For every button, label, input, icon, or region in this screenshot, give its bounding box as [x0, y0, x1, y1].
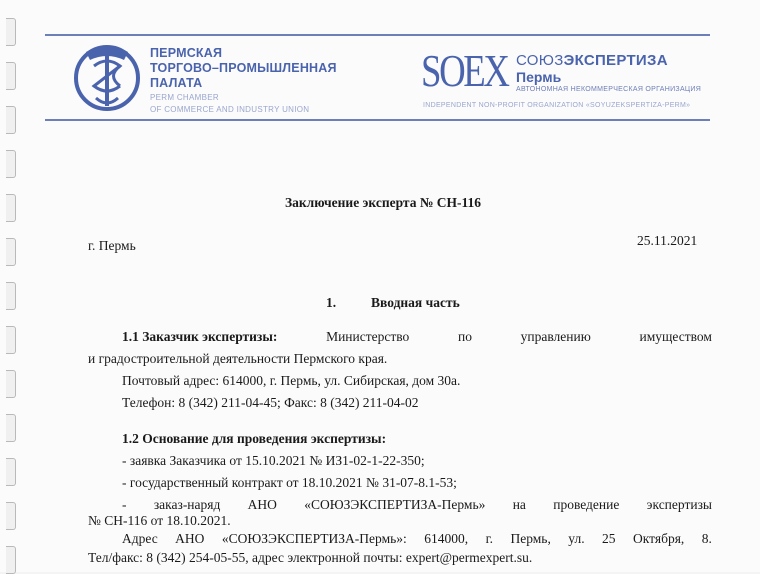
brand-en: INDEPENDENT NON-PROFIT ORGANIZATION «SOYUZEKSPERTIZA-PERM»: [423, 102, 691, 109]
word: Пермь,: [510, 531, 551, 546]
document-city: г. Пермь: [88, 238, 136, 253]
s12-item: - государственный контракт от 18.10.2021 № 31-07-8.1-53;: [122, 475, 457, 490]
chamber-emblem-icon: [72, 38, 142, 114]
word: управлению: [520, 329, 591, 344]
s12-item: - заявка Заказчика от 15.10.2021 № ИЗ1-02-1-22-350;: [122, 453, 425, 468]
word: «СОЮЗЭКСПЕРТИЗА-Пермь»: [304, 497, 486, 512]
chamber-name-en: PERM CHAMBER: [150, 93, 219, 102]
s11-address: Почтовый адрес: 614000, г. Пермь, ул. Сибирская, дом 30а.: [122, 373, 461, 388]
brand-name: СОЮЗЭКСПЕРТИЗА: [516, 52, 668, 69]
word: 8.: [701, 531, 712, 546]
word: на: [512, 497, 526, 512]
word: «СОЮЗЭКСПЕРТИЗА-Пермь»:: [221, 531, 407, 546]
brand-ano: АВТОНОМНАЯ НЕКОММЕРЧЕСКАЯ ОРГАНИЗАЦИЯ: [516, 86, 702, 93]
word: АНО: [247, 497, 277, 512]
brand-city: Пермь: [516, 69, 562, 85]
chamber-name-line: ПАЛАТА: [150, 76, 203, 90]
section-title: Вводная часть: [371, 295, 460, 310]
section-number: 1.: [326, 295, 337, 310]
header-top-rule: [45, 34, 710, 36]
chamber-name-line: ТОРГОВО–ПРОМЫШЛЕННАЯ: [150, 61, 337, 75]
s12-item3-line: [122, 496, 712, 513]
word: 25: [602, 531, 616, 546]
word: Октября,: [633, 531, 685, 546]
word: Министерство: [326, 329, 410, 344]
s12-address-line: [122, 530, 712, 547]
word: по: [457, 329, 472, 344]
s12-tel: Тел/факс: 8 (342) 254-05-55, адрес электронной почты: expert@permexpert.su.: [88, 550, 533, 565]
soyuzexpertiza-name-block: [516, 52, 701, 93]
word: заказ-наряд: [153, 497, 221, 512]
soex-logo: SOEX: [421, 45, 508, 96]
s11-line2: и градостроительной деятельности Пермского края.: [88, 351, 388, 366]
word: -: [122, 497, 127, 512]
s12-item3-cont: № СН-116 от 18.10.2021.: [88, 513, 231, 528]
document-date: 25.11.2021: [637, 233, 698, 248]
word: г.: [485, 531, 493, 546]
word: 614000,: [424, 531, 469, 546]
s11-label: 1.1 Заказчик экспертизы:: [122, 329, 278, 344]
s12-label: 1.2 Основание для проведения экспертизы:: [122, 431, 387, 446]
document-title: Заключение эксперта № СН-116: [285, 195, 482, 210]
chamber-name-en: OF COMMERCE AND INDUSTRY UNION: [150, 105, 310, 114]
word: АНО: [175, 531, 205, 546]
word: имуществом: [639, 329, 712, 344]
header-bottom-rule: [45, 119, 710, 121]
chamber-name-line: ПЕРМСКАЯ: [150, 46, 223, 60]
binding-holes: [6, 18, 18, 572]
chamber-name-block: [150, 46, 337, 115]
word: ул.: [568, 531, 585, 546]
s11-first-line: [122, 328, 712, 345]
word: экспертизы: [646, 497, 712, 512]
word: проведение: [553, 497, 620, 512]
word: Адрес: [122, 531, 158, 546]
s11-phone: Телефон: 8 (342) 211-04-45; Факс: 8 (342) 211-04-02: [122, 395, 419, 410]
